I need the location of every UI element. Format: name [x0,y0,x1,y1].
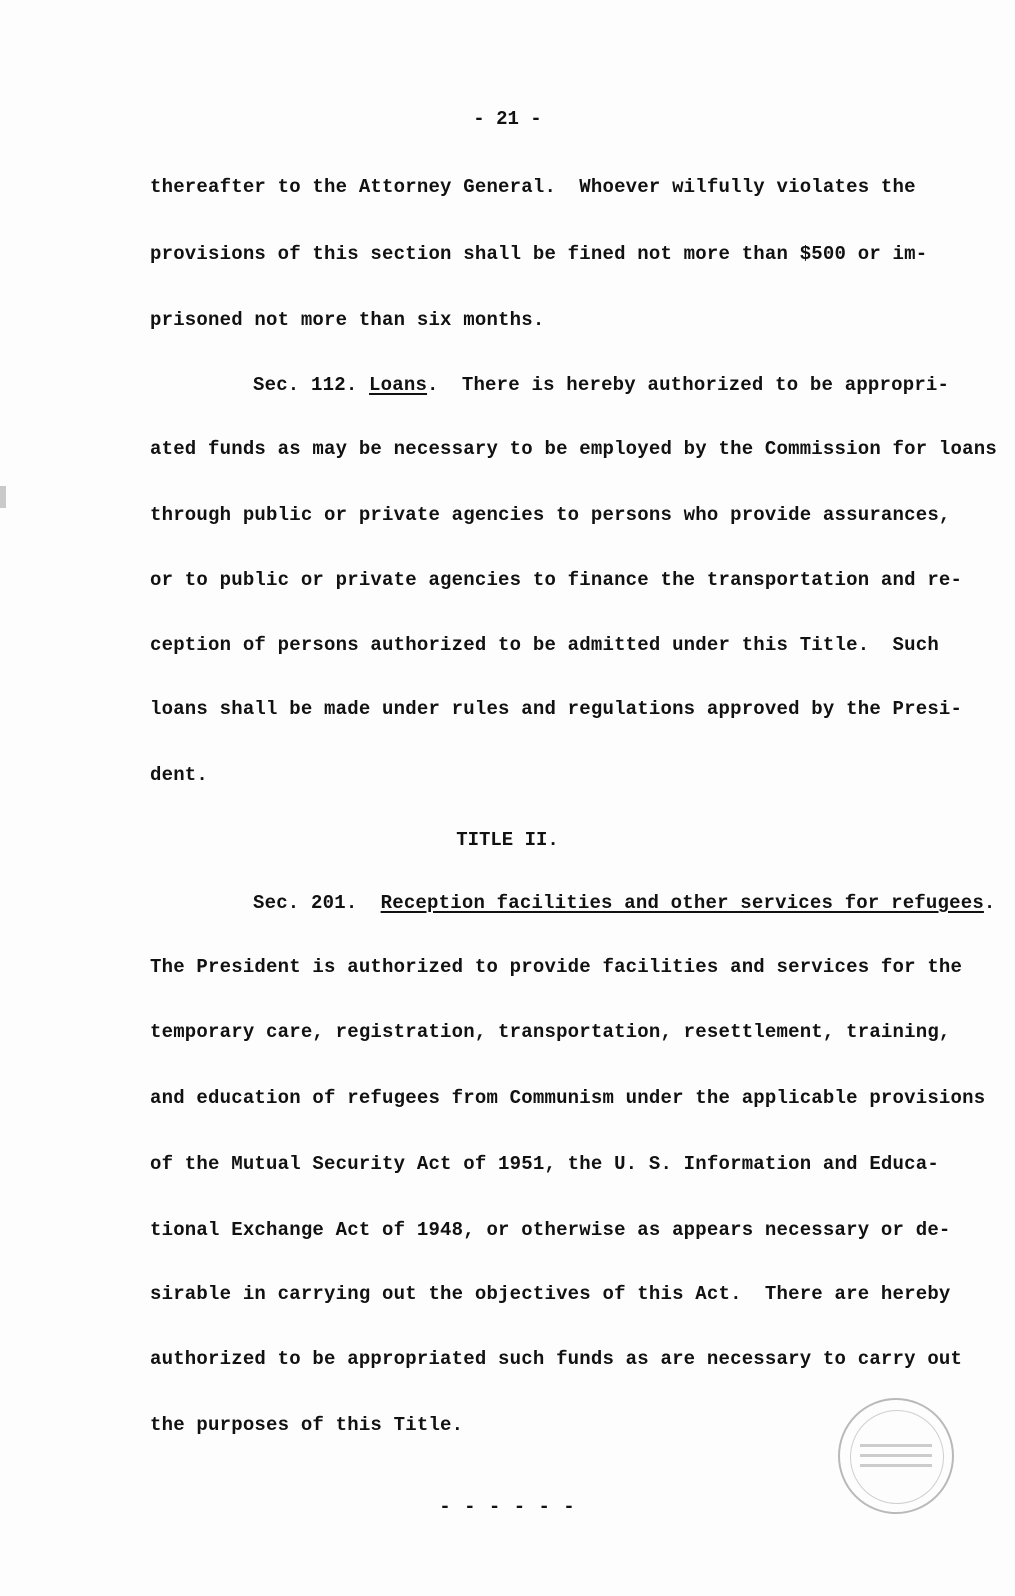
sec201-line-2: The President is authorized to provide facilities and services for the [150,956,963,978]
sec112-first-line-rest: . There is hereby authorized to be appropri- [427,374,950,396]
sec201-line-4: and education of refugees from Communism under the applicable provisions [150,1087,986,1109]
body-line-2: provisions of this section shall be fined not more than $500 or im- [150,243,928,265]
page-number: - 21 - [473,108,542,130]
sec201-heading-end: . [983,892,996,914]
archive-stamp-text-line [860,1464,932,1467]
sec112-line-6: loans shall be made under rules and regulations approved by the Presi- [150,698,963,720]
end-mark: - - - - - - [439,1496,576,1518]
sec201-number: Sec. 201. [253,892,381,914]
body-line-3: prisoned not more than six months. [150,309,545,331]
sec201-line-8: authorized to be appropriated such funds as are necessary to carry out [150,1348,963,1370]
sec112-line-2: ated funds as may be necessary to be employed by the Commission for loans [150,438,997,460]
archive-stamp-text-line [860,1454,932,1457]
body-line-1: thereafter to the Attorney General. Whoever wilfully violates the [150,176,916,198]
sec201-heading: Reception facilities and other services for refugees [380,892,984,914]
sec112-line-7: dent. [150,764,209,786]
sec112-heading: Loans [369,374,428,396]
archive-stamp [838,1398,954,1514]
sec112-line-3: through public or private agencies to persons who provide assurances, [150,504,951,526]
sec201-line-9: the purposes of this Title. [150,1414,464,1436]
sec201-line-7: sirable in carrying out the objectives of this Act. There are hereby [150,1283,951,1305]
title-heading: TITLE II. [456,829,559,851]
sec201-line-6: tional Exchange Act of 1948, or otherwise as appears necessary or de- [150,1219,951,1241]
sec112-line-5: ception of persons authorized to be admitted under this Title. Such [150,634,939,656]
sec201-first-line [253,892,996,914]
sec112-line-4: or to public or private agencies to finance the transportation and re- [150,569,963,591]
sec112-number: Sec. 112. [253,374,370,396]
sec201-line-3: temporary care, registration, transportation, resettlement, training, [150,1021,951,1043]
archive-stamp-text-line [860,1444,932,1447]
archive-stamp-inner-ring [850,1410,944,1504]
margin-mark [0,486,6,508]
sec112-first-line [253,374,949,396]
sec201-line-5: of the Mutual Security Act of 1951, the U. S. Information and Educa- [150,1153,939,1175]
